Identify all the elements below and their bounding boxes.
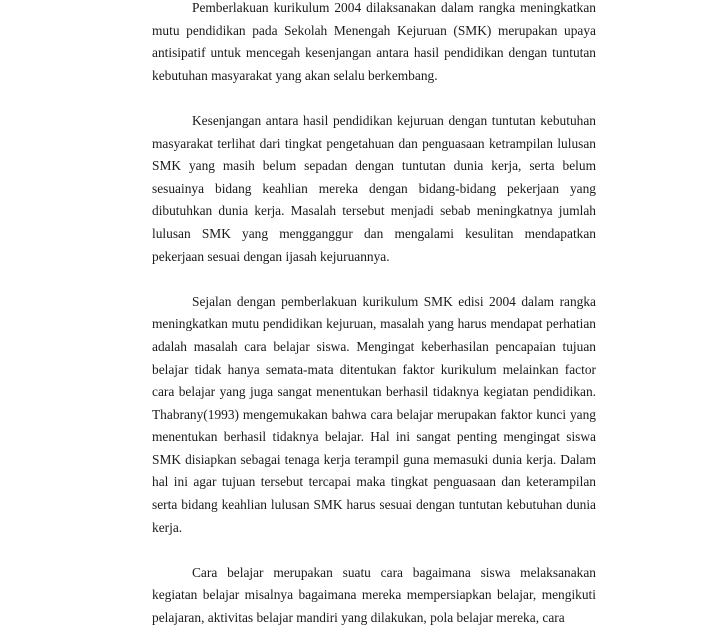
- paragraph-kesenjangan: Kesenjangan antara hasil pendidikan kejuruan dengan tuntutan kebutuhan masyarakat terlihat dari tingkat pengetahuan dan penguasaan ketrampilan lulusan SMK yang masih belum sepadan dengan tuntutan dunia kerja, serta belum sesuainya bidang keahlian mereka dengan bidang-bidang pekerjaan yang dibutuhkan dunia kerja. Masalah tersebut menjadi sebab meningkatnya jumlah lulusan SMK yang mengganggur dan mengalami kesulitan mendapatkan pekerjaan sesuai dengan ijasah kejuruannya.: [152, 112, 596, 264]
- paragraph-cara-belajar-siswa: Sejalan dengan pemberlakuan kurikulum SMK edisi 2004 dalam rangka meningkatkan mutu pendidikan kejuruan, masalah yang harus mendapat perhatian adalah masalah cara belajar siswa. Mengingat keberhasilan pencapaian tujuan belajar tidak hanya semata-mata ditentukan faktor kurikulum melainkan factor cara belajar yang juga sangat menentukan berhasil tidaknya kegiatan pendidikan. Thabrany(1993) mengemukakan bahwa cara belajar merupakan faktor kunci yang menentukan berhasil tidaknya belajar. Hal ini sangat penting mengingat siswa SMK disiapkan sebagai tenaga kerja terampil guna memasuki dunia kerja. Dalam hal ini agar tujuan tersebut tercapai maka tingkat penguasaan dan keterampilan serta bidang keahlian lulusan SMK harus sesuai dengan tuntutan kebutuhan dunia kerja.: [152, 293, 596, 535]
- paragraph-definisi-cara-belajar: Cara belajar merupakan suatu cara bagaimana siswa melaksanakan kegiatan belajar misalnya bagaimana mereka mempersiapkan belajar, mengikuti pelajaran, aktivitas belajar mandiri yang dilakukan, pola belajar mereka, cara: [152, 564, 596, 626]
- paragraph-kurikulum-2004: Pemberlakuan kurikulum 2004 dilaksanakan dalam rangka meningkatkan mutu pendidikan pada Sekolah Menengah Kejuruan (SMK) merupakan upaya antisipatif untuk mencegah kesenjangan antara hasil pendidikan dengan tuntutan kebutuhan masyarakat yang akan selalu berkembang.: [152, 0, 596, 83]
- document-body: [152, 0, 596, 630]
